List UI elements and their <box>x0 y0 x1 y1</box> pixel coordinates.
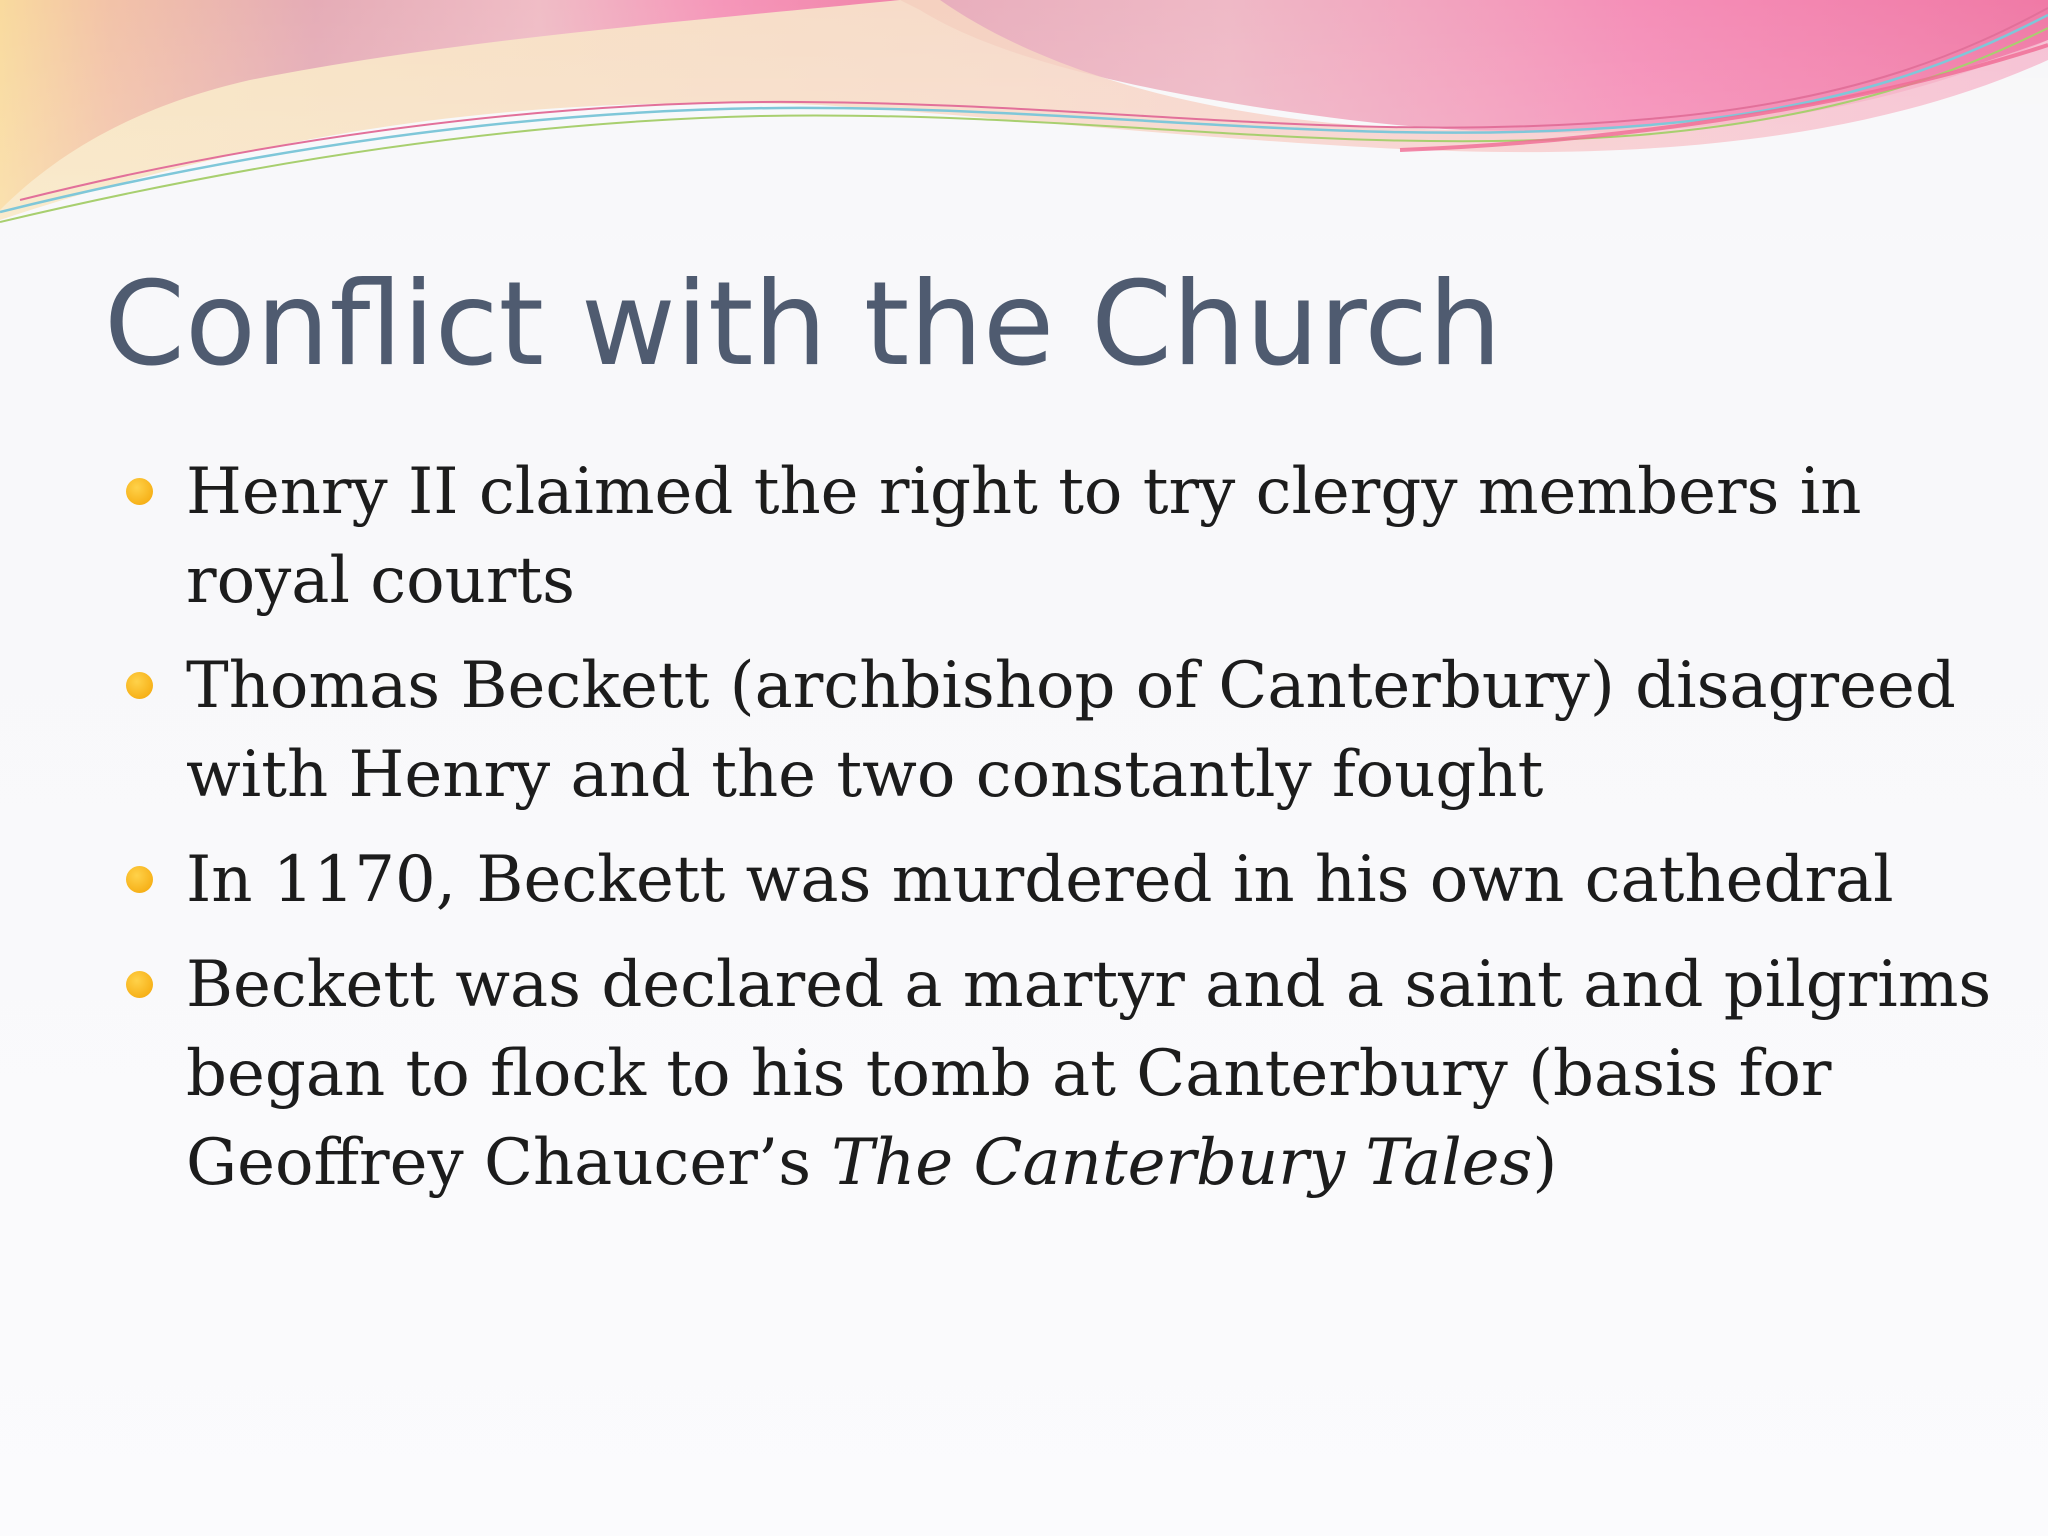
bullet-line: Beckett was declared a martyr and a saint and pilgrims <box>186 948 1992 1022</box>
bullet-item-3 <box>186 836 1986 925</box>
bullet-text: Geoffrey Chaucer’s <box>186 1126 832 1200</box>
bullet-item-1 <box>186 448 1986 626</box>
bullet-line-with-title <box>186 1119 1986 1208</box>
decorative-header-waves <box>0 0 2048 240</box>
bullet-line: In 1170, Beckett was murdered in his own cathedral <box>186 843 1894 917</box>
bullet-dot-icon <box>126 866 153 893</box>
bullet-list <box>186 448 1992 1224</box>
bullet-dot-icon <box>126 478 153 505</box>
bullet-dot-icon <box>126 672 153 699</box>
bullet-line: Thomas Beckett (archbishop of Canterbury) disagreed <box>186 649 1956 723</box>
bullet-item-2 <box>186 642 1986 820</box>
bullet-line: with Henry and the two constantly fought <box>186 738 1544 812</box>
slide-title: Conflict with the Church <box>104 257 1502 392</box>
bullet-item-4 <box>186 941 1992 1208</box>
book-title-italic: The Canterbury Tales <box>831 1126 1533 1200</box>
bullet-line: royal courts <box>186 544 575 618</box>
bullet-text: ) <box>1532 1126 1558 1200</box>
bullet-dot-icon <box>126 971 153 998</box>
bullet-line: began to flock to his tomb at Canterbury (basis for <box>186 1037 1832 1111</box>
bullet-line: Henry II claimed the right to try clergy members in <box>186 455 1862 529</box>
